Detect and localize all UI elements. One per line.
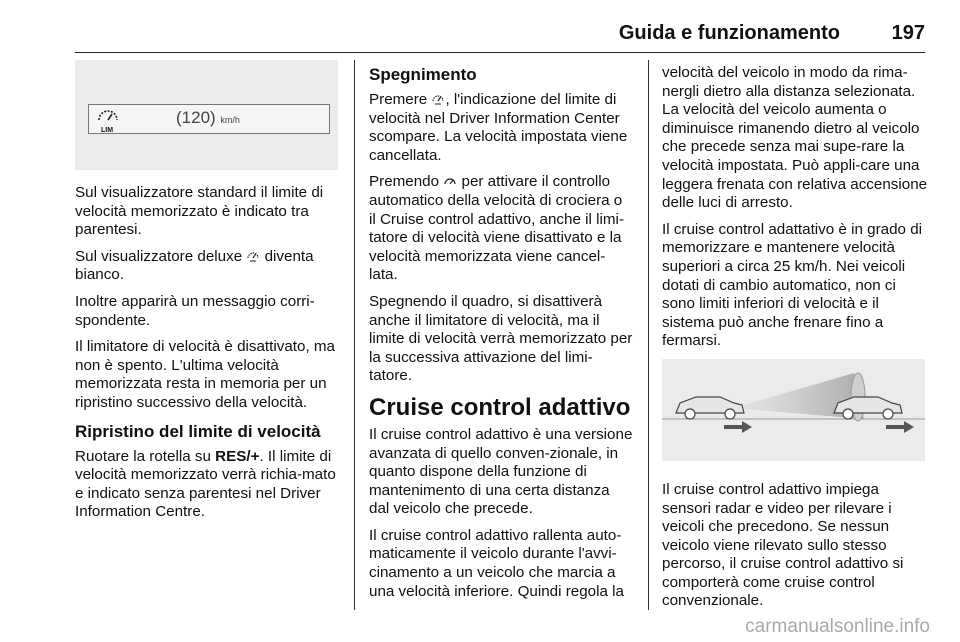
speed-limiter-display-figure	[75, 60, 338, 170]
adaptive-cruise-figure	[662, 359, 925, 461]
speed-limiter-gauge-icon	[97, 108, 119, 122]
arrow-right-icon	[724, 421, 752, 433]
paragraph: Sul visualizzatore standard il limite di velocità memorizzato è indicato tra parentesi.	[75, 184, 324, 239]
paragraph: Il cruise control adattivo impiega sensori radar e video per rilevare i veicoli che precedono. Se nessun veicolo viene rilevato sullo stesso percorso, il cruise control adattivo si comporterà come cruise control convenzionale.	[662, 480, 904, 610]
watermark: carmanualsonline.info	[745, 616, 930, 637]
section-heading-acc: Cruise control adattivo	[369, 393, 631, 421]
lim-label: LIM	[101, 127, 114, 134]
page-number: 197	[891, 22, 925, 44]
stored-speed	[176, 109, 240, 130]
paragraph: Sul visualizzatore deluxe diventa bianco.	[75, 247, 314, 284]
column-2	[369, 64, 633, 609]
paragraph: Il cruise control adattativo è in grado di memorizzare e mantenere velocità superiori a circa 25 km/h. Nei veicoli dotati di cambio automatico, non ci sono limiti inferiori di velocità e il sistema può anche frenare fino a fermarsi.	[662, 220, 923, 350]
speed-limiter-icon	[246, 249, 260, 263]
speed-unit: km/h	[220, 115, 240, 125]
speed-limiter-icon	[431, 92, 445, 106]
section-heading-restore: Ripristino del limite di velocità	[75, 421, 321, 441]
paragraph: Ruotare la rotella su RES/+. Il limite di velocità memorizzato verrà richia-mato e indicato senza parentesi nel Driver Information Centre.	[75, 447, 336, 521]
running-header-title: Guida e funzionamento	[618, 22, 840, 44]
cruise-control-icon	[443, 174, 457, 188]
res-plus-label: RES/+	[215, 447, 260, 465]
section-heading-off: Spegnimento	[369, 65, 477, 84]
lcd-display	[88, 104, 330, 134]
column-divider-2	[648, 60, 649, 610]
paragraph: Inoltre apparirà un messaggio corri-spondente.	[75, 292, 315, 329]
column-1	[75, 60, 341, 530]
paragraph: Il cruise control adattivo rallenta auto-maticamente il veicolo durante l'avvi-cinamento a un veicolo che marcia a una velocità inferiore. Quindi regola la	[369, 526, 624, 600]
stored-speed-value: (120)	[176, 108, 216, 127]
paragraph: Premendo per attivare il controllo automatico della velocità di crociera o il Cruise control adattivo, anche il limi-tatore di velocità viene disattivato e la velocità memorizzata viene cancel-lata.	[369, 173, 624, 284]
paragraph: velocità del veicolo in modo da rima-nergli dietro alla distanza selezionata. La velocità del veicolo aumenta o diminuisce rimanendo dietro al veicolo che precede senza mai supe-rare la velocità impostata. Può appli-care una leggera frenata con relativa accensione delle luci di arresto.	[662, 64, 928, 212]
paragraph: Il limitatore di velocità è disattivato, ma non è spento. L'ultima velocità memorizzata resta in memoria per un ripristino successivo della velocità.	[75, 338, 335, 411]
paragraph: Premere , l'indicazione del limite di velocità nel Driver Information Center scompare. La velocità impostata viene cancellata.	[369, 91, 628, 164]
column-3	[662, 64, 928, 619]
front-car-icon	[834, 397, 902, 419]
paragraph: Il cruise control adattivo è una versione avanzata di quello conven-zionale, in quanto dispone della funzione di mantenimento di una certa distanza dal veicolo che precede.	[369, 425, 633, 518]
header-rule	[75, 52, 925, 53]
column-divider-1	[354, 60, 355, 610]
arrow-right-icon	[886, 421, 914, 433]
paragraph: Spegnendo il quadro, si disattiverà anche il limitatore di velocità, ma il limite di velocità verrà memorizzato per la successiva attivazione del limi-tatore.	[369, 292, 633, 385]
radar-car-illustration	[662, 359, 925, 461]
rear-car-icon	[676, 397, 744, 419]
